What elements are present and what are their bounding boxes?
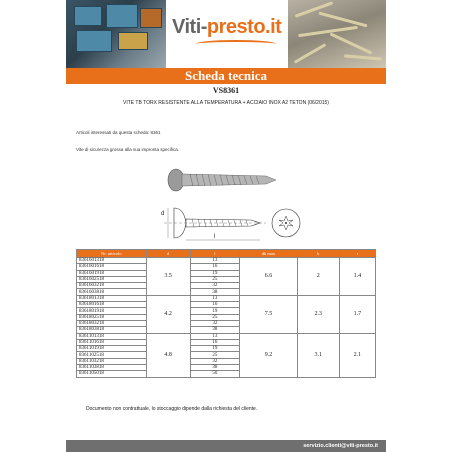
logo-main-text: Viti- [172, 16, 207, 38]
article-code-cell: 8361803218 [77, 320, 147, 326]
column-header: l [190, 250, 240, 258]
diameter-cell: 4.2 [146, 295, 190, 333]
article-code-cell: 8361603218 [77, 283, 147, 289]
length-cell: 25 [190, 352, 240, 358]
article-code-cell: 8361102518 [77, 352, 147, 358]
article-code-cell: 8361601618 [77, 264, 147, 270]
length-cell: 16 [190, 302, 240, 308]
dk-cell: 6.6 [240, 258, 297, 296]
article-code-cell: 8361101318 [77, 333, 147, 339]
k-cell: 3.1 [297, 333, 339, 377]
length-cell: 38 [190, 289, 240, 295]
contact-email-link[interactable]: servizio.clienti@viti-presto.it [303, 443, 378, 449]
article-code-cell: 8361801918 [77, 308, 147, 314]
k-cell: 2.3 [297, 295, 339, 333]
length-cell: 19 [190, 308, 240, 314]
table-body [77, 258, 376, 378]
length-cell: 13 [190, 258, 240, 264]
column-header: d [146, 250, 190, 258]
length-cell: 13 [190, 333, 240, 339]
dk-cell: 9.2 [240, 333, 297, 377]
article-code-cell: 8361603818 [77, 289, 147, 295]
screws-photo [288, 0, 386, 68]
diameter-cell: 4.8 [146, 333, 190, 377]
logo[interactable] [166, 0, 288, 68]
articles-note: Articoli interessati da questa scheda: 8361 [76, 130, 161, 135]
article-code-cell: 8361103218 [77, 358, 147, 364]
length-cell: 16 [190, 339, 240, 345]
sheet-title: Scheda tecnica [185, 68, 267, 83]
article-code-cell: 8361103818 [77, 365, 147, 371]
tools-photo [66, 0, 166, 68]
k-cell: 2 [297, 258, 339, 296]
product-description: VITE TB TORX RESISTENTE ALLA TEMPERATURA + ACCIAIO INOX A2 TETON (06/2015) [123, 100, 329, 106]
label-l: l [214, 234, 216, 240]
article-code-cell: 8361801318 [77, 295, 147, 301]
length-cell: 32 [190, 320, 240, 326]
article-code-cell: 8361801618 [77, 302, 147, 308]
t-cell: 1.4 [339, 258, 375, 296]
product-code: VS8361 [212, 86, 240, 95]
article-code-cell: 8361601318 [77, 258, 147, 264]
length-cell: 13 [190, 295, 240, 301]
article-code-cell: 8361101618 [77, 339, 147, 345]
diameter-cell: 3.5 [146, 258, 190, 296]
length-cell: 25 [190, 276, 240, 282]
column-header: t [339, 250, 375, 258]
length-cell: 25 [190, 314, 240, 320]
header-banner [66, 0, 386, 68]
article-code-cell: 8361601918 [77, 270, 147, 276]
article-code-cell: 8361602518 [77, 276, 147, 282]
length-cell: 32 [190, 358, 240, 364]
logo-swoosh [196, 40, 276, 48]
label-d: d [161, 211, 165, 217]
footer-note: Documento non contrattuale, lo stoccaggio dipende dalla richiesta del cliente. [86, 406, 258, 412]
length-cell: 38 [190, 365, 240, 371]
length-cell: 50 [190, 371, 240, 377]
length-cell: 16 [190, 264, 240, 270]
technical-drawing [156, 200, 316, 246]
article-code-cell: 8361105018 [77, 371, 147, 377]
article-code-cell: 8361802518 [77, 314, 147, 320]
screw-illustration [146, 160, 316, 200]
dk-cell: 7.5 [240, 295, 297, 333]
article-code-cell: 8361101918 [77, 346, 147, 352]
article-code-cell: 8361803818 [77, 327, 147, 333]
column-header: Nr. articolo [77, 250, 147, 258]
column-header: dk max [240, 250, 297, 258]
table-header-row [77, 250, 376, 258]
spec-sheet-page [66, 0, 386, 452]
t-cell: 2.1 [339, 333, 375, 377]
length-cell: 38 [190, 327, 240, 333]
t-cell: 1.7 [339, 295, 375, 333]
length-cell: 32 [190, 283, 240, 289]
length-cell: 19 [190, 346, 240, 352]
column-header: k [297, 250, 339, 258]
length-cell: 19 [190, 270, 240, 276]
spec-table [76, 249, 376, 378]
product-subtitle: Vite di sicurezza grossa alla sua impronta specifica. [76, 147, 179, 152]
logo-accent-text: presto.it [206, 16, 282, 38]
